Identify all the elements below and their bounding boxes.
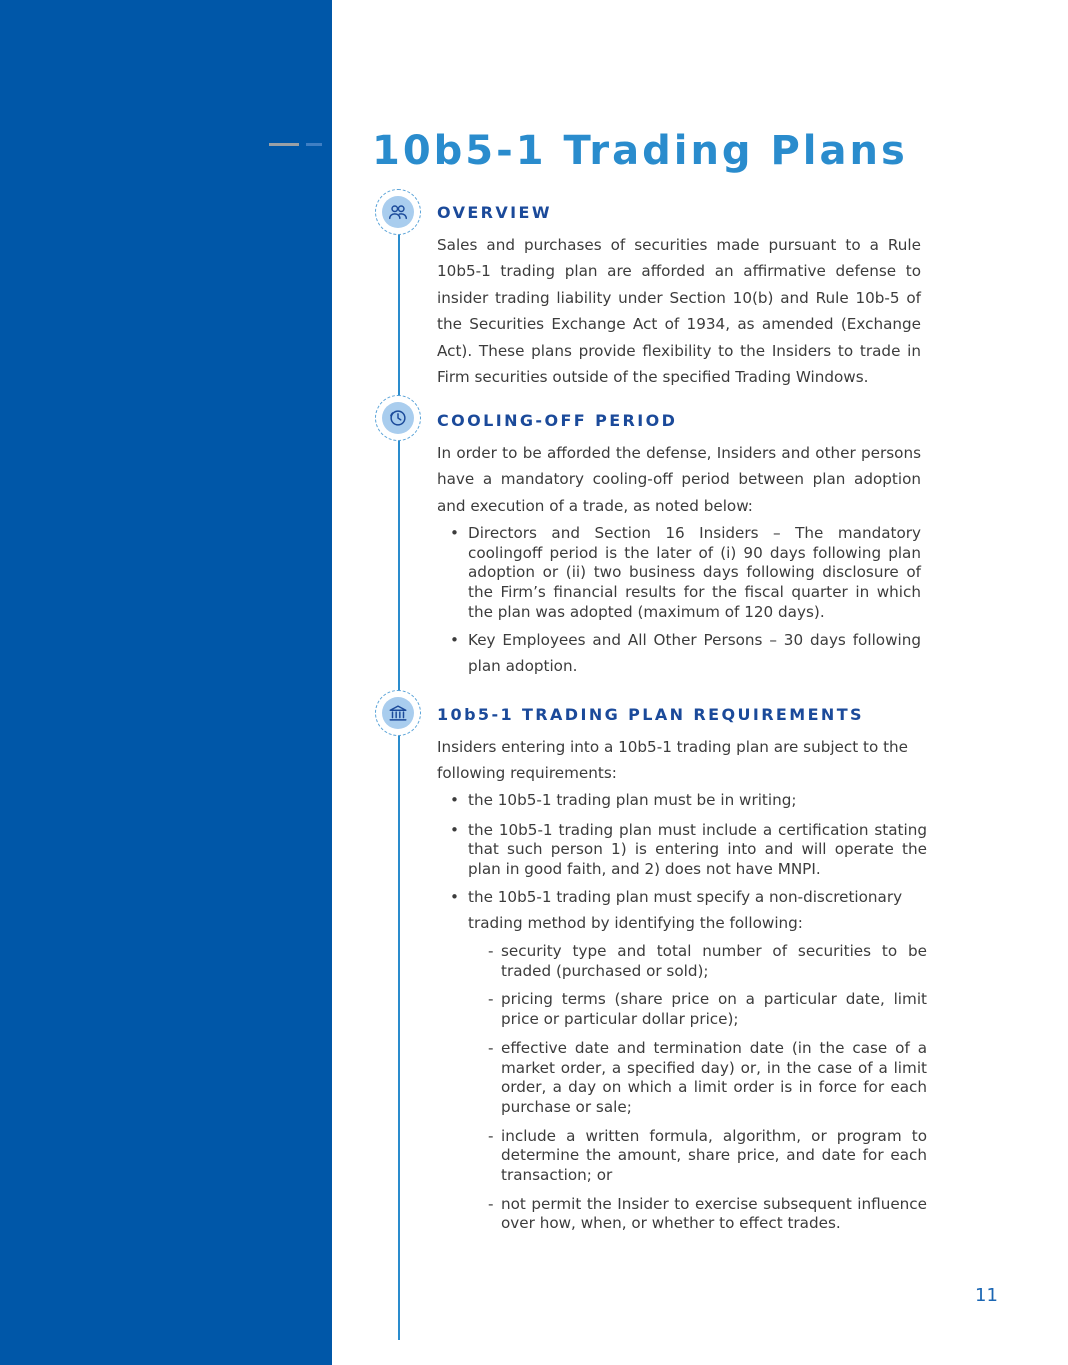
- cooling-off-heading: COOLING-OFF PERIOD: [437, 411, 678, 430]
- sub-list-item: - effective date and termination date (in the case of a market order, a specified day) or, in the case of a limit order, a day on which a limit order is in force for each purchase or sale;: [486, 1039, 927, 1118]
- requirements-heading: 10b5-1 TRADING PLAN REQUIREMENTS: [437, 705, 864, 724]
- list-item: • Directors and Section 16 Insiders – The mandatory coolingoff period is the later of (i) 90 days following plan adoption or (ii) two business days following disclosure of the Firm’s financial results for the fiscal quarter in which the plan was adopted (maximum of 120 days).: [450, 524, 921, 623]
- clock-icon: [387, 407, 409, 429]
- overview-icon-badge: [375, 189, 421, 235]
- cooling-off-icon-badge: [375, 395, 421, 441]
- page-number: 11: [975, 1285, 998, 1306]
- page-title: 10b5-1 Trading Plans: [372, 128, 908, 174]
- sub-list-item: - pricing terms (share price on a particular date, limit price or particular dollar price);: [486, 990, 927, 1029]
- cooling-off-intro: In order to be afforded the defense, Insiders and other persons have a mandatory cooling-off period between plan adoption and execution of a trade, as noted below:: [437, 444, 921, 515]
- overview-heading: OVERVIEW: [437, 203, 552, 222]
- sidebar-panel: [0, 0, 332, 1365]
- bank-icon: [387, 702, 409, 724]
- overview-body: Sales and purchases of securities made pursuant to a Rule 10b5-1 trading plan are afforded an affirmative defense to insider trading liability under Section 10(b) and Rule 10b-5 of the Securities Exchange Act of 1934, as amended (Exchange Act). These plans provide flexibility to the Insiders to trade in Firm securities outside of the specified Trading Windows.: [437, 236, 921, 387]
- requirements-list: [450, 791, 927, 937]
- sub-list-item: - not permit the Insider to exercise subsequent influence over how, when, or whether to effect trades.: [486, 1195, 927, 1234]
- decorative-dash-accent: [306, 143, 322, 146]
- sub-list-item: - include a written formula, algorithm, or program to determine the amount, share price, and date for each transaction; or: [486, 1127, 927, 1186]
- people-icon: [387, 201, 409, 223]
- requirements-icon-badge: [375, 690, 421, 736]
- list-item: • the 10b5-1 trading plan must specify a non-discretionary trading method by identifying the following:: [450, 884, 927, 937]
- timeline-line: [398, 212, 400, 1340]
- decorative-dash: [269, 143, 299, 146]
- list-item: • the 10b5-1 trading plan must be in writing;: [450, 791, 927, 811]
- list-item: • Key Employees and All Other Persons – 30 days following plan adoption.: [450, 627, 921, 680]
- cooling-off-list: [450, 524, 921, 679]
- requirements-sublist: [486, 942, 927, 1243]
- sub-list-item: - security type and total number of securities to be traded (purchased or sold);: [486, 942, 927, 981]
- requirements-intro: Insiders entering into a 10b5-1 trading plan are subject to the following requirements:: [437, 738, 909, 783]
- list-item: • the 10b5-1 trading plan must include a certification stating that such person 1) is entering into and will operate the plan in good faith, and 2) does not have MNPI.: [450, 821, 927, 880]
